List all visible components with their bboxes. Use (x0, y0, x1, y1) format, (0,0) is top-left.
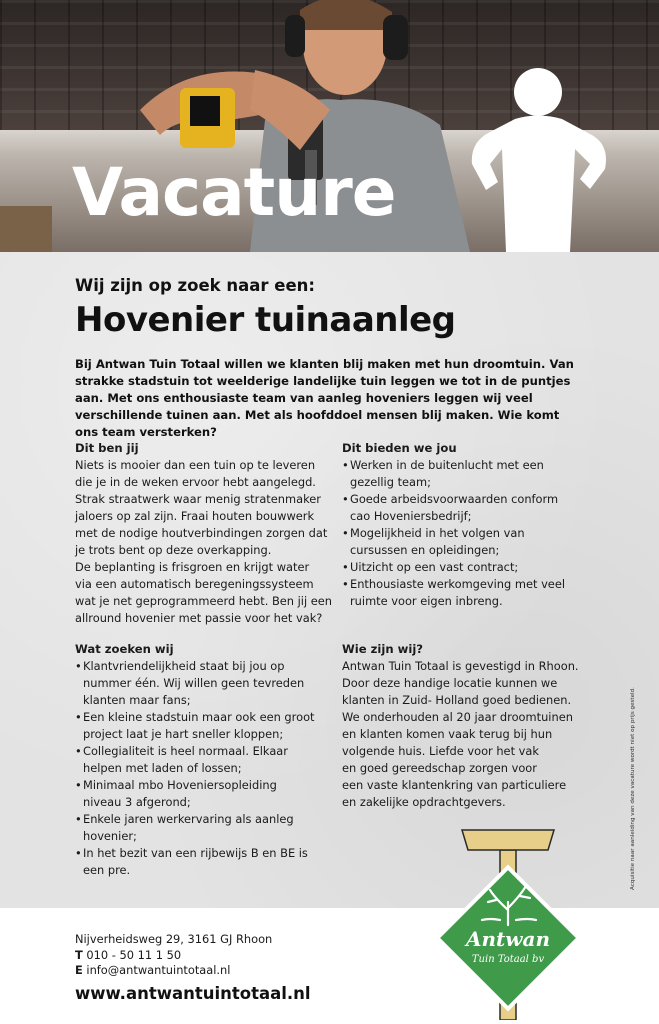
text-line: en klanten komen vaak terug bij hun (342, 727, 553, 741)
phone-line (75, 948, 272, 964)
phone-number[interactable]: 010 - 50 11 1 50 (86, 947, 182, 962)
list-item: • Enkele jaren werkervaring als aanleg hovenier; (75, 811, 315, 845)
text-line: jaloers op zal zijn. Fraai houten bouwwerk (75, 509, 315, 523)
list-item: • Een kleine stadstuin maar ook een groot project laat je hart sneller kloppen; (75, 709, 315, 743)
subheading: Wij zijn op zoek naar een: (75, 276, 316, 295)
address: Nijverheidsweg 29, 3161 GJ Rhoon (75, 932, 273, 946)
text-line: en goed gereedschap zorgen voor (342, 761, 537, 775)
logo-tagline: Tuin Totaal bv (471, 954, 545, 965)
text-line: Antwan Tuin Totaal is gevestigd in Rhoon. (342, 659, 579, 673)
text-line: Door deze handige locatie kunnen we (342, 676, 558, 690)
section-wat-zoeken-wij (75, 641, 315, 879)
text-line: De beplanting is frisgroen en krijgt water (75, 560, 310, 574)
text-line: We onderhouden al 20 jaar droomtuinen (342, 710, 573, 724)
logo-name: Antwan (465, 927, 551, 951)
text-line: en zakelijke opdrachtgevers. (342, 795, 506, 809)
section-heading: Wat zoeken wij (75, 642, 174, 656)
list-item: • Uitzicht op een vast contract; (342, 559, 574, 576)
text-line: via een automatisch beregeningssysteem (75, 577, 314, 591)
text-line: wat je net geprogrammeerd hebt. Ben jij een (75, 594, 332, 608)
text-line: je trots bent op deze overkapping. (75, 543, 272, 557)
list-item: • Minimaal mbo Hoveniersopleiding niveau 3 afgerond; (75, 777, 315, 811)
text-line: volgende huis. Liefde voor het vak (342, 744, 539, 758)
section-wie-zijn-wij (342, 641, 582, 811)
email-line (75, 963, 272, 979)
text-line: een vaste klantenkring van particuliere (342, 778, 567, 792)
banner-title: Vacature (72, 154, 396, 231)
text-line: met de nodige houtverbindingen zorgen dat (75, 526, 328, 540)
intro-paragraph: Bij Antwan Tuin Totaal willen we klanten blij maken met hun droomtuin. Van strakke stadstuin tot weelderige landelijke tuin leggen we tot in de puntjes aan. Met ons enthousiaste team van aanleg hoveniers leggen wij veel verschillende tuinen aan. Met als hoofddoel mensen blij maken. Wie komt ons team versterken? (75, 357, 574, 439)
email-label: E (75, 963, 83, 977)
text-line: allround hovenier met passie voor het vak? (75, 611, 323, 625)
list-item: • Goede arbeidsvoorwaarden conform cao Hoveniersbedrijf; (342, 491, 574, 525)
section-heading: Dit ben jij (75, 441, 139, 455)
text-line: die je in de weken ervoor hebt aangelegd. (75, 475, 316, 489)
text-line: klanten in Zuid- Holland goed bedienen. (342, 693, 572, 707)
phone-label: T (75, 947, 83, 962)
list-item: • Werken in de buitenlucht met een gezellig team; (342, 457, 574, 491)
job-title: Hovenier tuinaanleg (75, 300, 456, 340)
section-dit-bieden-we (342, 440, 574, 610)
website-link[interactable]: www.antwantuintotaal.nl (75, 984, 311, 1003)
section-heading: Wie zijn wij? (342, 642, 424, 656)
hero-photo (0, 0, 659, 252)
person-silhouette-icon (470, 64, 620, 252)
company-logo (430, 820, 590, 1020)
list-item: • In het bezit van een rijbewijs B en BE is een pre. (75, 845, 315, 879)
list-item: • Collegialiteit is heel normaal. Elkaar helpen met laden of lossen; (75, 743, 315, 777)
text-line: Niets is mooier dan een tuin op te leveren (75, 458, 316, 472)
section-dit-ben-jij (75, 440, 335, 627)
list-item: • Enthousiaste werkomgeving met veel ruimte voor eigen inbreng. (342, 576, 574, 610)
side-note: Acquisitie naar aanleiding van deze vacature wordt niet op prijs gesteld. (630, 687, 636, 890)
contact-block (75, 932, 272, 979)
email-address[interactable]: info@antwantuintotaal.nl (86, 963, 231, 977)
text-line: Strak straatwerk waar menig stratenmaker (75, 492, 321, 506)
section-heading: Dit bieden we jou (342, 441, 457, 455)
list-item: • Mogelijkheid in het volgen van cursussen en opleidingen; (342, 525, 574, 559)
list-item: • Klantvriendelijkheid staat bij jou op nummer één. Wij willen geen tevreden klanten maar fans; (75, 658, 315, 709)
